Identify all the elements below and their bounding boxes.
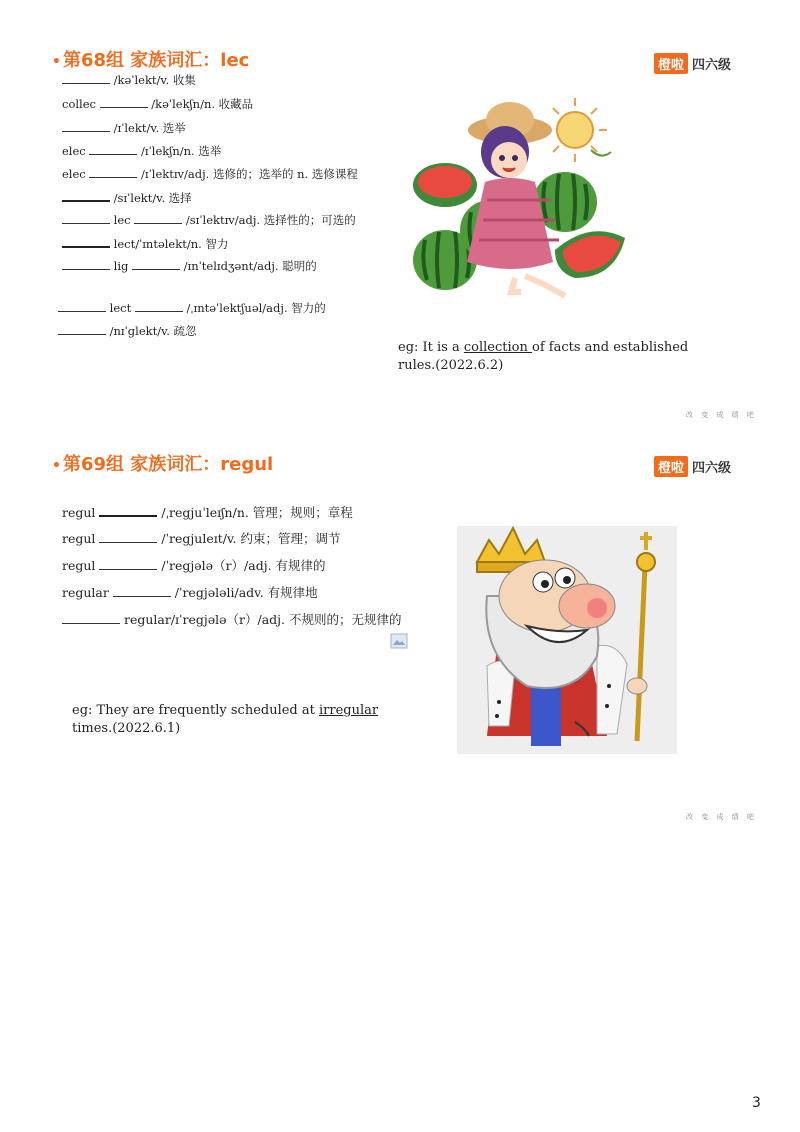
title-text: 第69组 家族词汇：regul [62,454,274,475]
answer-blank[interactable] [62,612,120,624]
answer-blank[interactable] [62,120,110,132]
vocab-line: regul /ˈregjələ（r）/adj. 有规律的 [62,558,326,573]
page-number: 3 [752,1095,761,1111]
answer-blank[interactable] [62,235,110,248]
example-sentence: eg: It is a collection of facts and established rules.(2022.6.2) [398,340,689,373]
answer-blank[interactable] [89,143,137,155]
vocab-line: regular/ɪˈregjələ（r）/adj. 不规则的；无规律的 [62,612,401,628]
page-footer-slogan: 改 变 成 绩 吧 [686,813,757,821]
brand-badge [654,457,731,475]
answer-blank[interactable] [99,531,157,543]
answer-blank[interactable] [58,323,106,335]
example-sentence: eg: They are frequently scheduled at irregular times.(2022.6.1) [72,703,379,736]
vocab-line: regular /ˈregjələli/adv. 有规律地 [62,585,318,600]
answer-blank[interactable] [89,166,137,178]
bullet: • [52,458,61,474]
vocab-line: regul /ˌregjuˈleɪʃn/n. 管理；规则；章程 [62,505,353,520]
section-68-title [52,46,249,72]
answer-blank[interactable] [62,212,110,224]
vocab-line: collec /kəˈlekʃn/n. 收藏品 [62,97,254,111]
vocab-line: lect /ˌɪntəˈlektʃuəl/adj. 智力的 [58,300,326,316]
answer-blank[interactable] [62,258,110,270]
vocab-line: lig /ɪnˈtelɪdʒənt/adj. 聪明的 [62,258,317,274]
title-text: 第68组 家族词汇：lec [62,50,250,71]
section-69-title [52,450,273,476]
brand-badge [654,54,731,72]
sun-icon [543,98,611,162]
answer-blank[interactable] [62,72,110,84]
vocab-line: /sɪˈlekt/v. 选择 [62,189,192,206]
answer-blank[interactable] [58,300,106,312]
highlighted-word: irregular [319,703,379,718]
bullet: • [52,54,61,70]
vocab-line: /nɪˈglekt/v. 疏忽 [58,323,197,339]
vocab-line: /ɪˈlekt/v. 选举 [62,120,186,136]
brand-logo: 橙啦 [654,53,688,74]
answer-blank[interactable] [62,189,110,202]
brand-level: 四六级 [692,460,732,476]
answer-blank[interactable] [99,504,157,517]
page-footer-slogan: 改 变 成 绩 吧 [686,411,757,419]
king-cartoon-illustration [457,526,677,754]
brand-logo: 橙啦 [654,456,688,477]
vocab-line: /kəˈlekt/v. 收集 [62,72,196,88]
vocab-line: regul /ˈregjuleɪt/v. 约束；管理；调节 [62,531,341,546]
vocab-line: lect/ˈɪntəlekt/n. 智力 [62,235,228,252]
girl-figure [467,102,565,296]
vocab-line: elec /ɪˈlekʃn/n. 选举 [62,144,222,158]
answer-blank[interactable] [134,212,182,224]
vocab-line: lec /sɪˈlektɪv/adj. 选择性的；可选的 [62,212,356,228]
answer-blank[interactable] [100,96,148,108]
vocab-line: elec /ɪˈlektɪv/adj. 选修的；选举的 n. 选修课程 [62,167,358,181]
answer-blank[interactable] [132,258,180,270]
answer-blank[interactable] [113,585,171,597]
image-placeholder-icon [390,633,408,649]
answer-blank[interactable] [99,558,157,570]
brand-level: 四六级 [692,57,732,73]
highlighted-word: collection [463,340,532,355]
answer-blank[interactable] [135,300,183,312]
girl-with-watermelons-illustration [405,90,635,305]
